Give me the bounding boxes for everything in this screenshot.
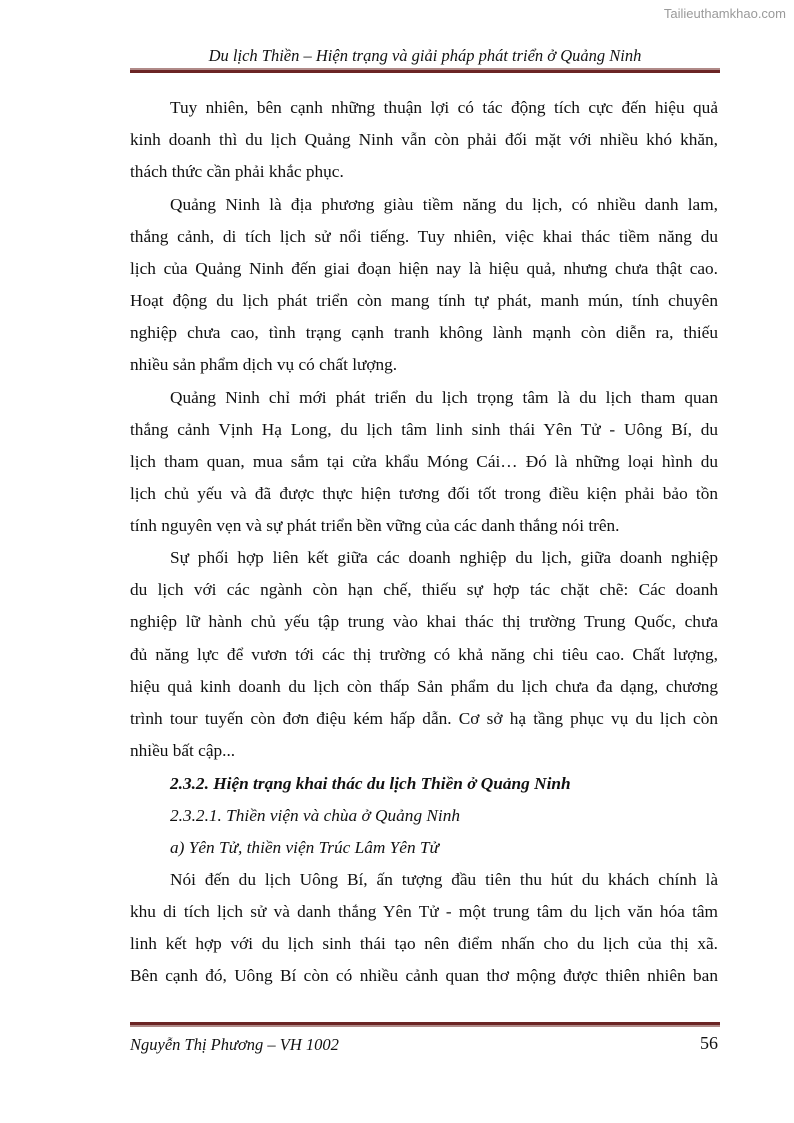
text-line: khu di tích lịch sử và danh thắng Yên Tử - một trung tâm du lịch văn hóa tâm	[130, 902, 718, 921]
header-rule	[130, 68, 720, 73]
watermark: Tailieuthamkhao.com	[663, 6, 786, 21]
footer-rule	[130, 1022, 720, 1027]
text-line: thách thức cần phải khắc phục.	[130, 162, 344, 181]
text-line: nhiều bất cập...	[130, 741, 236, 760]
text-line: Hoạt động du lịch phát triển còn mang tính tự phát, manh mún, tính chuyên	[130, 291, 718, 310]
running-header: Du lịch Thiền – Hiện trạng và giải pháp phát triển ở Quảng Ninh	[208, 46, 642, 65]
text-line: nghiệp lữ hành chủ yếu tập trung vào khai thác thị trường Trung Quốc, chưa	[130, 612, 718, 631]
text-line: hiệu quả kinh doanh du lịch còn thấp Sản phẩm du lịch chưa đa dạng, chương	[130, 677, 718, 696]
text-line: kinh doanh thì du lịch Quảng Ninh vẫn còn phải đối mặt với nhiều khó khăn,	[130, 130, 718, 149]
text-line: Bên cạnh đó, Uông Bí còn có nhiều cảnh quan thơ mộng được thiên nhiên ban	[130, 966, 718, 985]
text-line: thắng cảnh Vịnh Hạ Long, du lịch tâm linh sinh thái Yên Tử - Uông Bí, du	[130, 420, 718, 439]
text-line: đủ năng lực để vươn tới các thị trường có khả năng chi tiêu cao. Chất lượng,	[130, 645, 718, 664]
text-line: Nói đến du lịch Uông Bí, ấn tượng đầu tiên thu hút du khách chính là	[170, 870, 718, 889]
text-line: trình tour tuyến còn đơn điệu kém hấp dẫn. Cơ sở hạ tầng phục vụ du lịch còn	[130, 709, 718, 728]
text-line: linh kết hợp với du lịch sinh thái tạo nên điểm nhấn cho du lịch của thị xã.	[130, 934, 718, 953]
section-heading: 2.3.2. Hiện trạng khai thác du lịch Thiền ở Quảng Ninh	[170, 774, 571, 793]
text-line: lịch của Quảng Ninh đến giai đoạn hiện nay là hiệu quả, nhưng chưa thật cao.	[130, 259, 718, 278]
subsection-heading: 2.3.2.1. Thiền viện và chùa ở Quảng Ninh	[170, 806, 461, 825]
text-line: Quảng Ninh chỉ mới phát triển du lịch trọng tâm là du lịch tham quan	[170, 388, 718, 407]
text-line: du lịch với các ngành còn hạn chế, thiếu sự hợp tác chặt chẽ: Các doanh	[130, 580, 718, 599]
text-line: nhiều sản phẩm dịch vụ có chất lượng.	[130, 355, 398, 374]
page-number: 56	[700, 1033, 718, 1053]
text-line: Sự phối hợp liên kết giữa các doanh nghiệp du lịch, giữa doanh nghiệp	[170, 548, 718, 567]
text-line: Quảng Ninh là địa phương giàu tiềm năng du lịch, có nhiều danh lam,	[170, 195, 718, 214]
text-line: tính nguyên vẹn và sự phát triển bền vững của các danh thắng nói trên.	[130, 516, 620, 535]
text-line: thắng cảnh, di tích lịch sử nổi tiếng. Tuy nhiên, việc khai thác tiềm năng du	[130, 227, 718, 246]
text-line: nghiệp chưa cao, tình trạng cạnh tranh không lành mạnh còn diễn ra, thiếu	[130, 323, 718, 342]
text-line: lịch tham quan, mua sắm tại cửa khẩu Móng Cái… Đó là những loại hình du	[130, 452, 718, 471]
text-line: lịch chủ yếu và đã được thực hiện tương đối tốt trong điều kiện phải bảo tồn	[130, 484, 718, 503]
item-heading: a) Yên Tử, thiền viện Trúc Lâm Yên Tử	[170, 838, 439, 857]
text-line: Tuy nhiên, bên cạnh những thuận lợi có tác động tích cực đến hiệu quả	[170, 98, 718, 117]
footer-author: Nguyễn Thị Phương – VH 1002	[130, 1035, 339, 1054]
